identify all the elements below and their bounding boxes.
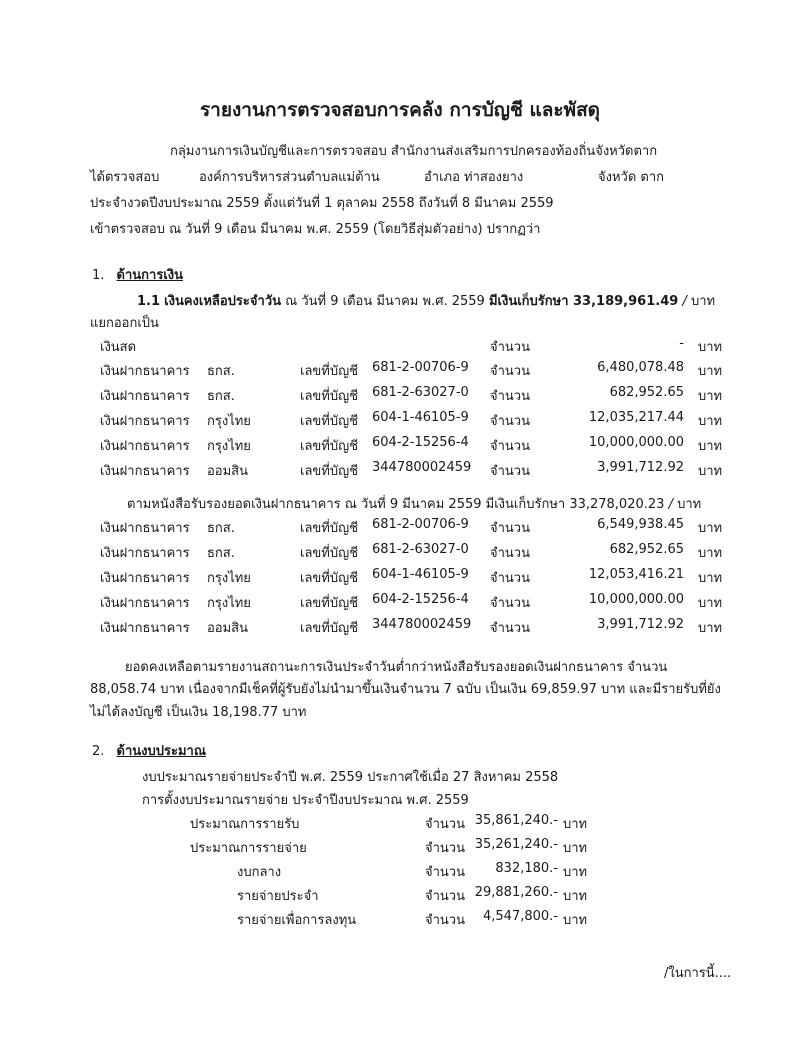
header-line-4: เข้าตรวจสอบ ณ วันที่ 9 เดือน มีนาคม พ.ศ. 2559 (โดยวิธีสุ่มตัวอย่าง) ปรากฏว่า [90, 222, 541, 237]
cash-amount: - [679, 336, 684, 351]
header-line-2-label: ได้ตรวจสอบ [90, 170, 160, 185]
section-2-number: 2. [92, 744, 105, 759]
account-type: เงินฝากธนาคาร [100, 389, 190, 404]
account-number: 604-1-46105-9 [372, 410, 469, 425]
amount-label: จำนวน [490, 364, 530, 379]
section-1-title: ด้านการเงิน [116, 268, 184, 283]
section-2-heading [92, 740, 206, 761]
budget-amount-label: จำนวน [425, 841, 465, 856]
account-number: 604-2-15256-4 [372, 592, 469, 607]
subsection-1-1-unit: บาท [690, 294, 716, 309]
table-row [100, 360, 740, 380]
header-line-3: ประจำงวดปีงบประมาณ 2559 ตั้งแต่วันที่ 1 ตุลาคม 2558 ถึงวันที่ 8 มีนาคม 2559 [90, 196, 554, 211]
table-row [100, 385, 740, 405]
account-type: เงินฝากธนาคาร [100, 464, 190, 479]
account-number: 681-2-00706-9 [372, 360, 469, 375]
budget-amount: 832,180.- [495, 861, 558, 876]
budget-unit: บาท [563, 865, 588, 880]
budget-unit: บาท [563, 913, 588, 928]
account-type: เงินฝากธนาคาร [100, 414, 190, 429]
budget-amount: 4,547,800.- [483, 909, 558, 924]
account-number-label: เลขที่บัญชี [300, 389, 359, 404]
cash-label: เงินสด [100, 340, 137, 355]
account-type: เงินฝากธนาคาร [100, 571, 190, 586]
account-number-label: เลขที่บัญชี [300, 621, 359, 636]
note-line-3: ไม่ได้ลงบัญชี เป็นเงิน 18,198.77 บาท [90, 705, 307, 720]
account-type: เงินฝากธนาคาร [100, 521, 190, 536]
budget-amount-label: จำนวน [425, 865, 465, 880]
note-line-1: ยอดคงเหลือตามรายงานสถานะการเงินประจำวันต่ำกว่าหนังสือรับรองยอดเงินฝากธนาคาร จำนวน [125, 660, 668, 675]
bank-name: ออมสิน [207, 464, 249, 479]
account-number: 681-2-63027-0 [372, 385, 469, 400]
amount-label: จำนวน [490, 521, 530, 536]
continue-note: /ในการนี้.... [664, 966, 732, 981]
budget-item-label: รายจ่ายเพื่อการลงทุน [237, 913, 357, 928]
check-mark-icon: / [682, 294, 687, 309]
section-2-line-2: การตั้งงบประมาณรายจ่าย ประจำปีงบประมาณ พ.ศ. 2559 [142, 793, 469, 808]
budget-item-label: ประมาณการรายจ่าย [190, 841, 307, 856]
amount-label: จำนวน [490, 414, 530, 429]
amount: 3,991,712.92 [597, 460, 684, 475]
account-type: เงินฝากธนาคาร [100, 364, 190, 379]
account-number: 681-2-63027-0 [372, 542, 469, 557]
table-row [100, 517, 740, 537]
account-number: 604-2-15256-4 [372, 435, 469, 450]
bank-name: ธกส. [207, 364, 235, 379]
amount-unit: บาท [698, 364, 723, 379]
table-row [100, 617, 740, 637]
budget-amount: 35,261,240.- [474, 837, 558, 852]
table-row [100, 410, 740, 430]
bank-name: ออมสิน [207, 621, 249, 636]
amount-unit: บาท [698, 389, 723, 404]
amount-label: จำนวน [490, 621, 530, 636]
header-org: องค์การบริหารส่วนตำบลแม่ต้าน [199, 170, 380, 185]
section-2-title: ด้านงบประมาณ [116, 744, 206, 759]
account-number-label: เลขที่บัญชี [300, 571, 359, 586]
cash-unit: บาท [698, 340, 723, 355]
table-row [100, 592, 740, 612]
account-type: เงินฝากธนาคาร [100, 546, 190, 561]
subsection-1-1-text: ณ วันที่ 9 เดือน มีนาคม พ.ศ. 2559 [285, 294, 485, 309]
bank-name: กรุงไทย [207, 439, 251, 454]
amount-unit: บาท [698, 439, 723, 454]
amount-label: จำนวน [490, 546, 530, 561]
section-2-line-1: งบประมาณรายจ่ายประจำปี พ.ศ. 2559 ประกาศใช้เมื่อ 27 สิงหาคม 2558 [142, 770, 559, 785]
amount-label: จำนวน [490, 571, 530, 586]
amount-label: จำนวน [490, 389, 530, 404]
budget-unit: บาท [563, 841, 588, 856]
amount-unit: บาท [698, 621, 723, 636]
budget-amount: 35,861,240.- [474, 813, 558, 828]
table-row [100, 567, 740, 587]
bank-name: ธกส. [207, 521, 235, 536]
budget-unit: บาท [563, 817, 588, 832]
confirmation-text: ตามหนังสือรับรองยอดเงินฝากธนาคาร ณ วันที่ 9 มีนาคม 2559 มีเงินเก็บรักษา 33,278,020.23 [127, 497, 665, 512]
amount: 12,053,416.21 [588, 567, 684, 582]
split-label: แยกออกเป็น [90, 316, 159, 331]
account-type: เงินฝากธนาคาร [100, 621, 190, 636]
table-row [100, 542, 740, 562]
amount: 682,952.65 [609, 385, 684, 400]
subsection-1-1-title: เงินคงเหลือประจำวัน [164, 294, 282, 309]
account-number-label: เลขที่บัญชี [300, 546, 359, 561]
account-type: เงินฝากธนาคาร [100, 439, 190, 454]
bank-name: ธกส. [207, 389, 235, 404]
budget-amount-label: จำนวน [425, 889, 465, 904]
amount: 3,991,712.92 [597, 617, 684, 632]
confirmation-unit: บาท [677, 497, 702, 512]
amount-label: จำนวน [490, 596, 530, 611]
amount: 6,480,078.48 [597, 360, 684, 375]
amount-label: จำนวน [490, 464, 530, 479]
account-number-label: เลขที่บัญชี [300, 414, 359, 429]
budget-amount-label: จำนวน [425, 817, 465, 832]
note-line-2: 88,058.74 บาท เนื่องจากมีเช็คที่ผู้รับยังไม่นำมาขึ้นเงินจำนวน 7 ฉบับ เป็นเงิน 69,859.97 บาท และมีรายรับที่ยัง [90, 682, 721, 697]
amount: 682,952.65 [609, 542, 684, 557]
bank-name: กรุงไทย [207, 596, 251, 611]
table-row [100, 460, 740, 480]
check-mark-icon: / [668, 497, 673, 512]
account-number: 344780002459 [372, 460, 472, 475]
header-district: อำเภอ ท่าสองยาง [424, 170, 524, 185]
account-number-label: เลขที่บัญชี [300, 364, 359, 379]
subsection-1-1 [137, 290, 715, 311]
amount: 10,000,000.00 [588, 435, 684, 450]
subsection-1-1-text2: มีเงินเก็บรักษา 33,189,961.49 [488, 294, 679, 309]
bank-name: ธกส. [207, 546, 235, 561]
account-number-label: เลขที่บัญชี [300, 439, 359, 454]
amount-label: จำนวน [490, 439, 530, 454]
amount-unit: บาท [698, 414, 723, 429]
account-number: 604-1-46105-9 [372, 567, 469, 582]
amount-unit: บาท [698, 596, 723, 611]
budget-unit: บาท [563, 889, 588, 904]
table-row [100, 435, 740, 455]
amount: 10,000,000.00 [588, 592, 684, 607]
section-1-number: 1. [92, 268, 105, 283]
budget-amount-label: จำนวน [425, 913, 465, 928]
amount: 12,035,217.44 [588, 410, 684, 425]
account-number-label: เลขที่บัญชี [300, 596, 359, 611]
header-line-1: กลุ่มงานการเงินบัญชีและการตรวจสอบ สำนักงานส่งเสริมการปกครองท้องถิ่นจังหวัดตาก [170, 144, 658, 159]
account-number: 344780002459 [372, 617, 472, 632]
amount-unit: บาท [698, 546, 723, 561]
budget-item-label: งบกลาง [237, 865, 282, 880]
budget-amount: 29,881,260.- [474, 885, 558, 900]
report-title: รายงานการตรวจสอบการคลัง การบัญชี และพัสดุ [199, 99, 601, 121]
budget-item-label: รายจ่ายประจำ [237, 889, 319, 904]
amount: 6,549,938.45 [597, 517, 684, 532]
account-number: 681-2-00706-9 [372, 517, 469, 532]
amount-unit: บาท [698, 521, 723, 536]
account-number-label: เลขที่บัญชี [300, 521, 359, 536]
confirmation-line [127, 493, 701, 514]
amount-unit: บาท [698, 571, 723, 586]
subsection-1-1-number: 1.1 [137, 294, 161, 309]
cash-amount-label: จำนวน [490, 340, 530, 355]
bank-name: กรุงไทย [207, 571, 251, 586]
budget-item-label: ประมาณการรายรับ [190, 817, 300, 832]
amount-unit: บาท [698, 464, 723, 479]
account-type: เงินฝากธนาคาร [100, 596, 190, 611]
header-province: จังหวัด ตาก [598, 170, 665, 185]
bank-name: กรุงไทย [207, 414, 251, 429]
account-number-label: เลขที่บัญชี [300, 464, 359, 479]
section-1-heading [92, 264, 183, 285]
